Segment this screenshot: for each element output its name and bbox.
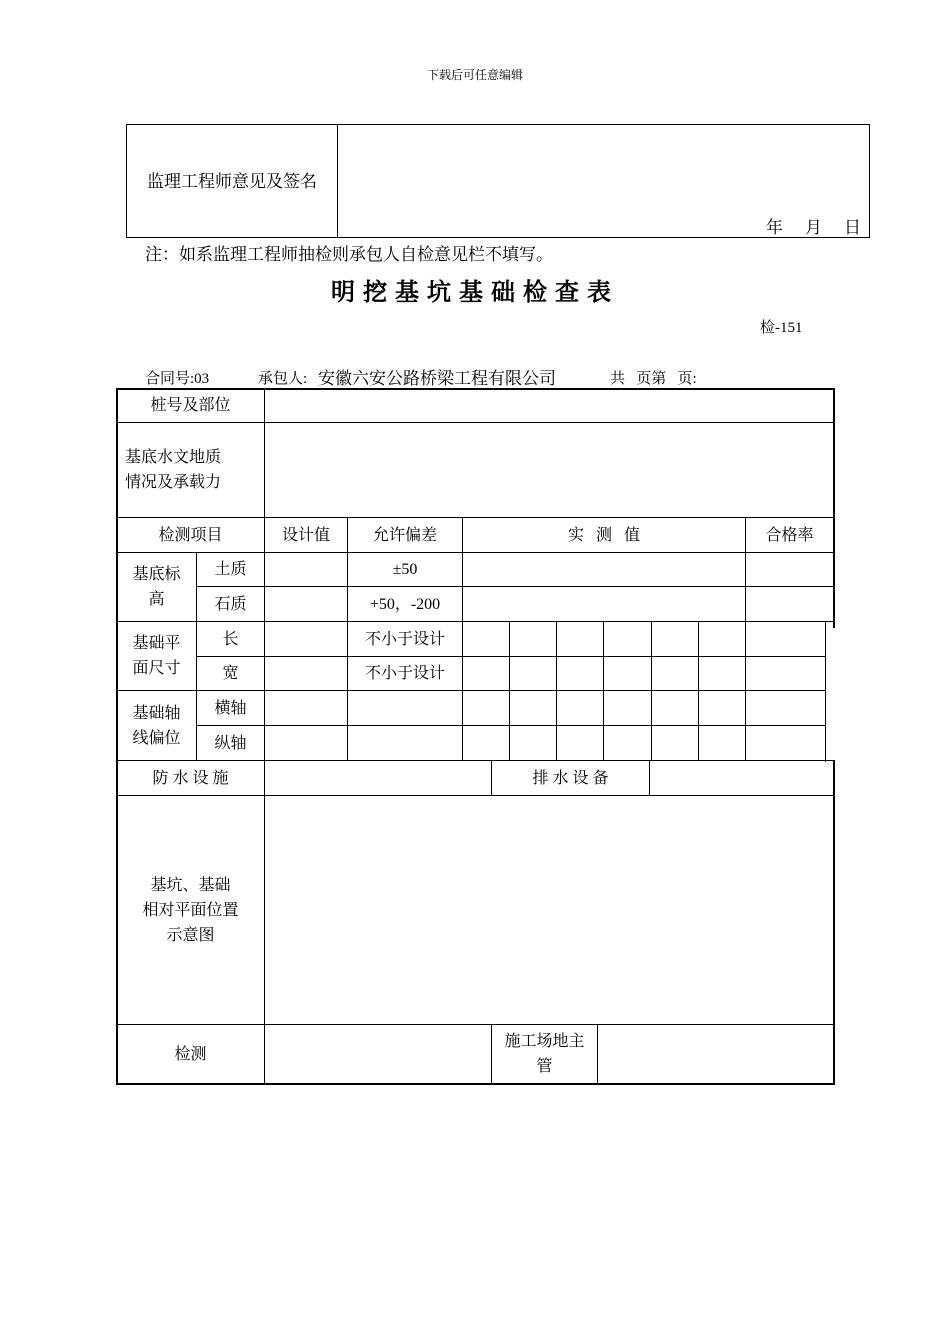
plane-label-line1: 基础平	[132, 635, 181, 652]
waterproof-label: 防 水 设 施	[152, 769, 229, 787]
supervisor-label: 监理工程师意见及签名	[147, 171, 317, 191]
header-measured: 实 测 值	[567, 526, 640, 544]
plane-length-label: 长	[222, 630, 239, 648]
contractor-name: 安徽六安公路桥梁工程有限公司	[318, 369, 556, 388]
elevation-soil-tolerance: ±50	[392, 561, 418, 578]
axis-horizontal-tolerance	[348, 691, 462, 725]
elevation-rock-label: 石质	[214, 595, 247, 613]
form-title: 明挖基坑基础检查表	[331, 278, 619, 306]
elevation-label	[117, 553, 196, 621]
elevation-label-line2: 高	[148, 591, 165, 608]
axis-horizontal-label: 横轴	[214, 699, 247, 717]
note: 注：如系监理工程师抽检则承包人自检意见栏不填写。	[145, 245, 553, 264]
site-manager-label	[492, 1025, 597, 1083]
plane-width-tolerance: 不小于设计	[364, 665, 445, 682]
diagram-label-line3: 示意图	[166, 926, 215, 944]
axis-label	[117, 691, 196, 760]
hydro-label-line2: 情况及承载力	[125, 474, 222, 491]
waterproof-field[interactable]	[265, 761, 491, 795]
header-item: 检测项目	[158, 526, 223, 544]
axis-vertical-tolerance	[348, 726, 462, 760]
site-manager-line1: 施工场地主	[504, 1033, 585, 1050]
inspector-field[interactable]	[265, 1025, 491, 1083]
plane-width-label: 宽	[222, 665, 239, 682]
diagram-label-line1: 基坑、基础	[150, 876, 231, 894]
header-pass-rate: 合格率	[765, 526, 814, 544]
plane-label	[117, 622, 196, 690]
contract-number: 合同号:03	[145, 371, 210, 387]
plane-label-line2: 面尺寸	[132, 660, 181, 677]
pile-value-field[interactable]	[265, 389, 833, 422]
axis-label-line1: 基础轴	[132, 704, 181, 722]
form-code: 检-151	[760, 320, 803, 336]
diagram-label	[117, 796, 264, 1024]
elevation-label-line1: 基底标	[132, 566, 181, 583]
axis-vertical-label: 纵轴	[214, 734, 247, 752]
page-count: 共 页第 页:	[610, 371, 697, 387]
diagram-label-line2: 相对平面位置	[142, 901, 239, 919]
axis-label-line2: 线偏位	[132, 729, 181, 747]
elevation-rock-tolerance: +50，-200	[369, 595, 441, 613]
diagram-area[interactable]	[265, 796, 833, 1024]
drainage-field[interactable]	[650, 761, 833, 795]
site-manager-line2: 管	[536, 1058, 553, 1075]
date-year: 年	[766, 218, 783, 237]
drainage-label: 排 水 设 备	[532, 769, 609, 787]
hydro-value-field[interactable]	[265, 423, 833, 517]
date-day: 日	[844, 218, 861, 237]
date-month: 月	[805, 218, 822, 237]
plane-length-tolerance: 不小于设计	[364, 630, 445, 648]
header-design: 设计值	[281, 526, 330, 544]
site-manager-field[interactable]	[598, 1025, 833, 1083]
elevation-soil-label: 土质	[214, 561, 247, 578]
hydro-label-line1: 基底水文地质	[125, 449, 222, 466]
contractor-label: 承包人:	[258, 371, 308, 387]
pile-label: 桩号及部位	[150, 397, 231, 414]
supervisor-signature-area[interactable]	[338, 125, 868, 237]
inspector-label: 检测	[174, 1045, 207, 1063]
hydro-label	[117, 423, 264, 517]
page-header: 下载后可任意编辑	[426, 68, 523, 82]
header-tolerance: 允许偏差	[372, 526, 437, 544]
